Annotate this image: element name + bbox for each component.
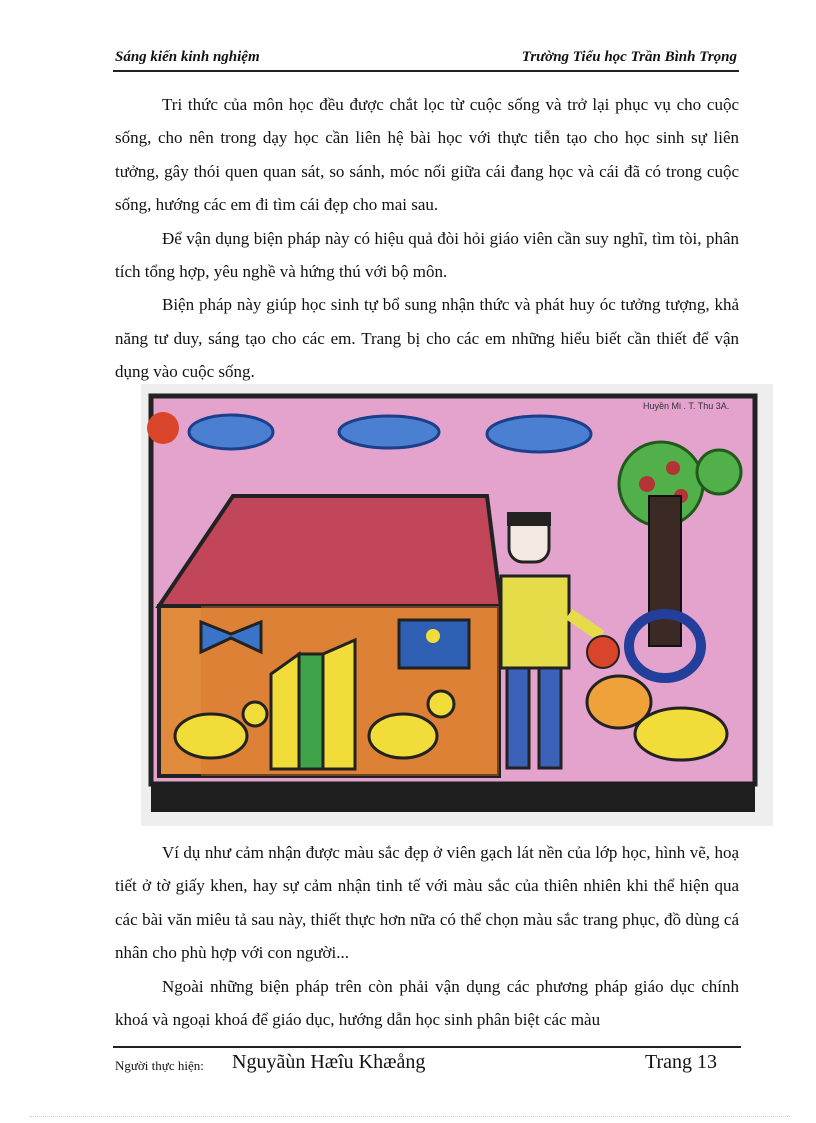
paragraph: Ví dụ như cảm nhận được màu sắc đẹp ở viên gạch lát nền của lớp học, hình vẽ, hoạ tiết ở tờ giấy khen, hay sự cảm nhận tinh tế với màu sắc của thiên nhiên khi thể hiện qua các bài văn miêu tả sau này, thiết thực hơn nữa có thể chọn màu sắc trang phục, đồ dùng cá nhân cho phù hợp với con người... <box>115 843 739 963</box>
body-text-top <box>115 88 739 389</box>
header-document-type: Sáng kiến kinh nghiệm <box>115 49 260 65</box>
child-drawing-image <box>141 384 773 826</box>
chick-icon <box>175 714 247 758</box>
body-text-bottom <box>115 836 739 1036</box>
paragraph: Để vận dụng biện pháp này có hiệu quả đòi hỏi giáo viên cần suy nghĩ, tìm tòi, phân tích tổng hợp, yêu nghề và hứng thú với bộ môn. <box>115 228 739 282</box>
girl-body-icon <box>501 576 569 668</box>
sun-icon <box>147 412 179 444</box>
footer-page-number: Trang 13 <box>644 1051 717 1073</box>
page-header <box>113 48 739 72</box>
door-icon <box>271 654 299 769</box>
tree-trunk-icon <box>649 496 681 646</box>
paragraph: Biện pháp này giúp học sinh tự bổ sung nhận thức và phát huy óc tưởng tượng, khả năng tư duy, sáng tạo cho các em. Trang bị cho các em những hiểu biết cần thiết để vận dụng vào cuộc sống. <box>115 295 739 382</box>
child-drawing-figure <box>141 384 773 826</box>
footer-divider <box>113 1046 741 1048</box>
paragraph: Ngoài những biện pháp trên còn phải vận dụng các phương pháp giáo dục chính khoá và ngoại khoá để giáo dục, hướng dẫn học sinh phân biệt các màu <box>115 976 739 1030</box>
chick-icon <box>635 708 727 760</box>
chick-icon <box>369 714 437 758</box>
page-footer <box>115 1050 725 1080</box>
cloud-icon <box>189 415 273 449</box>
paragraph: Tri thức của môn học đều được chắt lọc từ cuộc sống và trở lại phục vụ cho cuộc sống, cho nên trong dạy học cần liên hệ bài học với thực tiễn tạo cho học sinh sự liên tưởng, gây thói quen quan sát, so sánh, móc nối giữa cái đang học và cái đã có trong cuộc sống, hướng các em đi tìm cái đẹp cho mai sau. <box>115 95 739 215</box>
cloud-icon <box>487 416 591 452</box>
drawing-signature: Huyền Mi . T. Thu 3A. <box>643 401 730 411</box>
window-icon <box>399 620 469 668</box>
drawing-ground <box>151 782 755 812</box>
page-edge-dotted-line <box>30 1116 790 1117</box>
footer-author-label: Người thực hiện: <box>115 1058 204 1073</box>
cloud-icon <box>339 416 439 448</box>
header-school-name: Trường Tiểu học Trần Bình Trọng <box>521 49 737 65</box>
footer-author-name: Nguyãùn Hæîu Khæång <box>232 1051 426 1073</box>
